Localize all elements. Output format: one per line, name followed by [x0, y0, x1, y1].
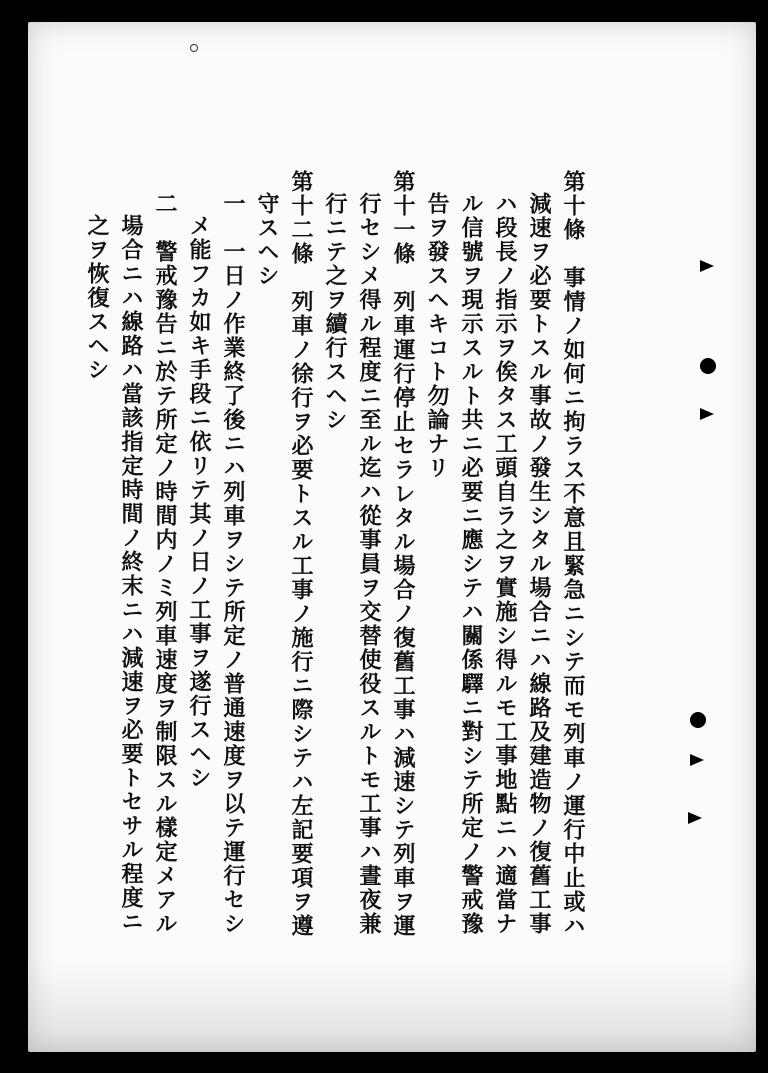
- item-2-line-2: 場合ニハ線路ハ當該指定時間ノ終末ニハ減速ヲ必要トセサル程度ニ: [118, 214, 144, 934]
- page-mark-circle: [190, 44, 198, 52]
- item-1-line-1: 一 一日ノ作業終了後ニハ列車ヲシテ所定ノ普通速度ヲ以テ運行セシ: [220, 192, 246, 936]
- item-2-line-3: 之ヲ恢復スヘシ: [84, 214, 110, 382]
- item-1-line-2: メ能フカ如キ手段ニ依リテ其ノ日ノ工事ヲ遂行スヘシ: [186, 214, 212, 790]
- article-12-line-1: 第十二條 列車ノ徐行ヲ必要トスル工事ノ施行ニ際シテハ左記要項ヲ遵: [288, 170, 314, 938]
- binding-mark-triangle: [688, 812, 702, 824]
- binding-mark-triangle: [700, 260, 714, 272]
- document-page: [28, 22, 756, 1052]
- article-10-line-5: 告ヲ發スヘキコト勿論ナリ: [424, 192, 450, 480]
- article-10-line-3: ハ段長ノ指示ヲ俟タス工頭自ラ之ヲ實施シ得ルモ工事地點ニハ適當ナ: [492, 192, 518, 936]
- article-11-line-2: 行セシメ得ル程度ニ至ル迄ハ從事員ヲ交替使役スルトモ工事ハ晝夜兼: [356, 192, 382, 936]
- document-text: [80, 170, 590, 1000]
- binding-hole-dot: [690, 712, 706, 728]
- binding-mark-triangle: [690, 754, 704, 766]
- article-10-line-1: 第十條 事情ノ如何ニ拘ラス不意且緊急ニシテ而モ列車ノ運行中止或ハ: [560, 170, 586, 938]
- binding-hole-dot: [700, 358, 716, 374]
- binding-mark-triangle: [700, 408, 714, 420]
- article-11-line-3: 行ニテ之ヲ續行スヘシ: [322, 192, 348, 432]
- article-10-line-4: ル信號ヲ現示スルト共ニ必要ニ應シテハ關係驛ニ對シテ所定ノ警戒豫: [458, 192, 484, 936]
- article-11-line-1: 第十一條 列車運行停止セラレタル場合ノ復舊工事ハ減速シテ列車ヲ運: [390, 170, 416, 938]
- item-2-line-1: 二 警戒豫告ニ於テ所定ノ時間内ノミ列車速度ヲ制限スル樣定メアル: [152, 192, 178, 936]
- article-12-line-2: 守スヘシ: [254, 192, 280, 288]
- article-10-line-2: 減速ヲ必要トスル事故ノ發生シタル場合ニハ線路及建造物ノ復舊工事: [526, 192, 552, 936]
